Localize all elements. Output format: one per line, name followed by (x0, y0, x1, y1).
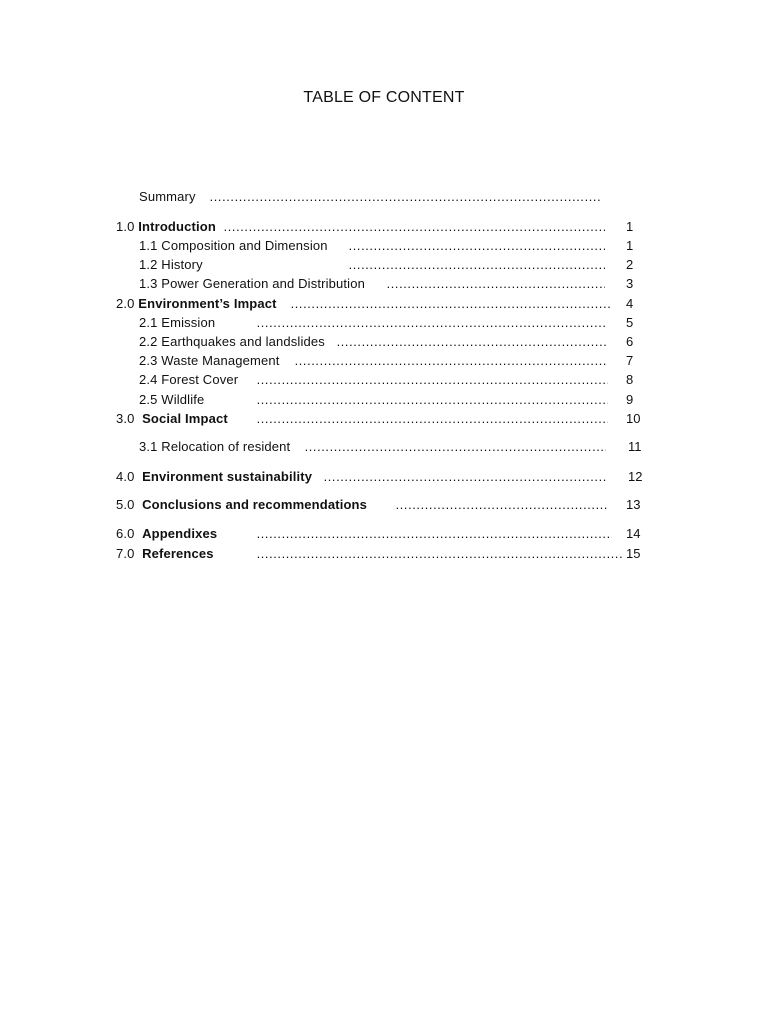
toc-page-number: 1 (626, 238, 634, 253)
toc-page-number: 10 (626, 411, 641, 426)
toc-leader-dots (256, 411, 608, 427)
toc-label: Conclusions and recommendations (142, 497, 368, 512)
toc-entry-waste-management (139, 353, 280, 369)
toc-label: 1.1 Composition and Dimension (139, 238, 328, 253)
toc-number: 2.0 (116, 296, 135, 311)
toc-number: 7.0 (116, 546, 135, 561)
toc-entry-references (116, 546, 214, 562)
toc-page-number: 13 (626, 497, 641, 512)
toc-entry-summary (139, 189, 196, 205)
toc-leader-dots (223, 219, 605, 235)
toc-page-number: 14 (626, 526, 641, 541)
toc-page-number: 2 (626, 257, 634, 272)
toc-page-number: 7 (626, 353, 634, 368)
toc-page-number: 3 (626, 276, 634, 291)
toc-entry-social-impact (116, 411, 228, 427)
toc-label: 1.2 History (139, 257, 203, 272)
toc-page-number: 4 (626, 296, 634, 311)
toc-number: 6.0 (116, 526, 135, 541)
toc-entry-environment-sustainability (116, 469, 312, 485)
toc-leader-dots (304, 439, 606, 455)
toc-entry-environments-impact (116, 296, 277, 312)
toc-leader-dots (256, 546, 622, 562)
toc-label: Appendixes (142, 526, 218, 541)
toc-page-number: 9 (626, 392, 634, 407)
toc-label: Social Impact (142, 411, 228, 426)
toc-number: 4.0 (116, 469, 135, 484)
toc-label: Environment’s Impact (138, 296, 277, 311)
toc-leader-dots (386, 276, 605, 292)
toc-entry-composition-dimension (139, 238, 328, 254)
toc-leader-dots (294, 353, 607, 369)
toc-page-number: 5 (626, 315, 634, 330)
toc-label: References (142, 546, 214, 561)
toc-page-number: 8 (626, 372, 634, 387)
toc-entry-history (139, 257, 203, 273)
toc-entry-forest-cover (139, 372, 238, 388)
toc-label: Introduction (138, 219, 216, 234)
toc-leader-dots (336, 334, 607, 350)
toc-label: 2.1 Emission (139, 315, 216, 330)
toc-leader-dots (256, 526, 612, 542)
toc-entry-earthquakes (139, 334, 325, 350)
toc-entry-appendixes (116, 526, 217, 542)
toc-page-number: 11 (628, 439, 642, 454)
toc-leader-dots (348, 238, 605, 254)
toc-label: 2.5 Wildlife (139, 392, 205, 407)
toc-label: Environment sustainability (142, 469, 313, 484)
toc-entry-introduction (116, 219, 216, 235)
toc-label: Summary (139, 189, 196, 204)
toc-label: 1.3 Power Generation and Distribution (139, 276, 365, 291)
toc-page-number: 15 (626, 546, 641, 561)
toc-number: 5.0 (116, 497, 135, 512)
toc-leader-dots (209, 189, 601, 205)
toc-entry-conclusions (116, 497, 367, 513)
toc-leader-dots (256, 315, 606, 331)
toc-label: 2.2 Earthquakes and landslides (139, 334, 325, 349)
toc-label: 3.1 Relocation of resident (139, 439, 291, 454)
toc-leader-dots (290, 296, 612, 312)
toc-leader-dots (348, 257, 605, 273)
toc-leader-dots (256, 372, 608, 388)
toc-label: 2.4 Forest Cover (139, 372, 239, 387)
toc-label: 2.3 Waste Management (139, 353, 280, 368)
toc-page-number: 6 (626, 334, 634, 349)
document-title: TABLE OF CONTENT (303, 89, 465, 106)
toc-page-number: 12 (628, 469, 643, 484)
toc-leader-dots (256, 392, 608, 408)
toc-number: 1.0 (116, 219, 135, 234)
toc-entry-relocation (139, 439, 290, 455)
toc-leader-dots (395, 497, 608, 513)
toc-entry-power-generation (139, 276, 365, 292)
toc-page-number: 1 (626, 219, 634, 234)
toc-number: 3.0 (116, 411, 135, 426)
toc-leader-dots (323, 469, 607, 485)
toc-entry-wildlife (139, 392, 204, 408)
toc-entry-emission (139, 315, 215, 331)
